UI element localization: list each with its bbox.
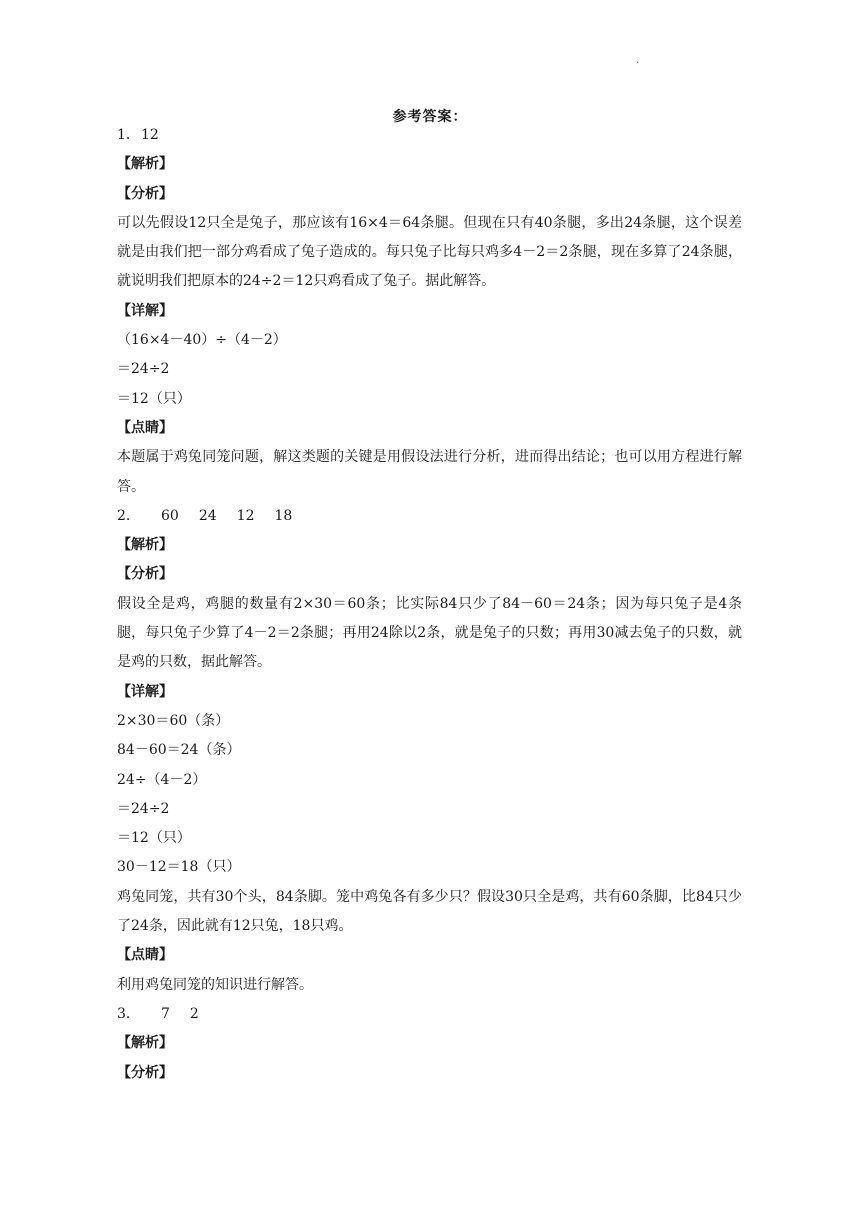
- q2-answer-2: 24: [198, 507, 217, 524]
- q1-tag-fenxi: 【分析】: [117, 185, 173, 202]
- q2-tag-xiangjie: 【详解】: [117, 683, 173, 700]
- q2-tag-fenxi: 【分析】: [117, 566, 173, 583]
- q3-answer-2: 2: [189, 1005, 199, 1022]
- q1-step: ＝12（只）: [117, 390, 191, 407]
- q2-comment: 利用鸡兔同笼的知识进行解答。: [117, 976, 313, 993]
- q3-tag-fenxi: 【分析】: [117, 1064, 173, 1081]
- q1-analysis: 可以先假设12只全是兔子，那应该有16×4＝64条腿。但现在只有40条腿，多出24条腿，这个误差就是由我们把一部分鸡看成了兔子造成的。每只兔子比每只鸡多4－2＝2条腿，现在多算了24条腿，就说明我们把原本的24÷2＝12只鸡看成了兔子。据此解答。: [117, 214, 742, 290]
- q2-analysis: 假设全是鸡，鸡腿的数量有2×30＝60条；比实际84只少了84－60＝24条；因为每只兔子是4条腿，每只兔子少算了4－2＝2条腿；再用24除以2条，就是兔子的只数；再用30减去兔子的只数，就是鸡的只数，据此解答。: [117, 595, 742, 671]
- q1-tag-xiangjie: 【详解】: [117, 302, 173, 319]
- q2-tag-jiexi: 【解析】: [117, 537, 173, 554]
- answer-content: [117, 121, 742, 1088]
- q1-tag-jiexi: 【解析】: [117, 156, 173, 173]
- q3-answer-1: 7: [161, 1005, 170, 1022]
- q2-answer-3: 12: [236, 507, 255, 524]
- q3-answer-line: [117, 1000, 742, 1029]
- q1-answer-line: [117, 121, 742, 150]
- q3-number: 3．: [117, 1005, 140, 1022]
- q3-tag-jiexi: 【解析】: [117, 1035, 173, 1052]
- q2-step: 2×30＝60（条）: [117, 712, 230, 729]
- q2-tag-dianjing: 【点睛】: [117, 947, 173, 964]
- q2-answer-line: [117, 502, 742, 531]
- q2-answer-1: 60: [161, 507, 179, 524]
- q1-comment: 本题属于鸡兔同笼问题，解这类题的关键是用假设法进行分析，进而得出结论；也可以用方程进行解答。: [117, 449, 742, 495]
- q1-number: 1．: [117, 127, 140, 143]
- q1-tag-dianjing: 【点睛】: [117, 419, 173, 436]
- q2-number: 2．: [117, 507, 140, 524]
- q2-extra: 鸡兔同笼，共有30个头，84条脚。笼中鸡兔各有多少只？假设30只全是鸡，共有60条脚，比84只少了24条，因此就有12只兔，18只鸡。: [117, 888, 742, 935]
- question-3: [117, 1000, 742, 1088]
- q2-step: 30－12＝18（只）: [117, 859, 241, 876]
- header-dot: ·: [636, 58, 640, 69]
- q2-answer-4: 18: [274, 507, 293, 524]
- q2-step: 84－60＝24（条）: [117, 742, 241, 759]
- q2-step: ＝12（只）: [117, 830, 191, 847]
- page-title: 参考答案：: [392, 109, 468, 125]
- q2-step: 24÷（4－2）: [117, 771, 207, 788]
- q2-step: ＝24÷2: [117, 800, 170, 817]
- q1-step: （16×4－40）÷（4－2）: [117, 332, 287, 349]
- q1-answer: 12: [141, 127, 159, 143]
- question-1: [117, 121, 742, 502]
- q1-step: ＝24÷2: [117, 361, 170, 378]
- question-2: [117, 502, 742, 1000]
